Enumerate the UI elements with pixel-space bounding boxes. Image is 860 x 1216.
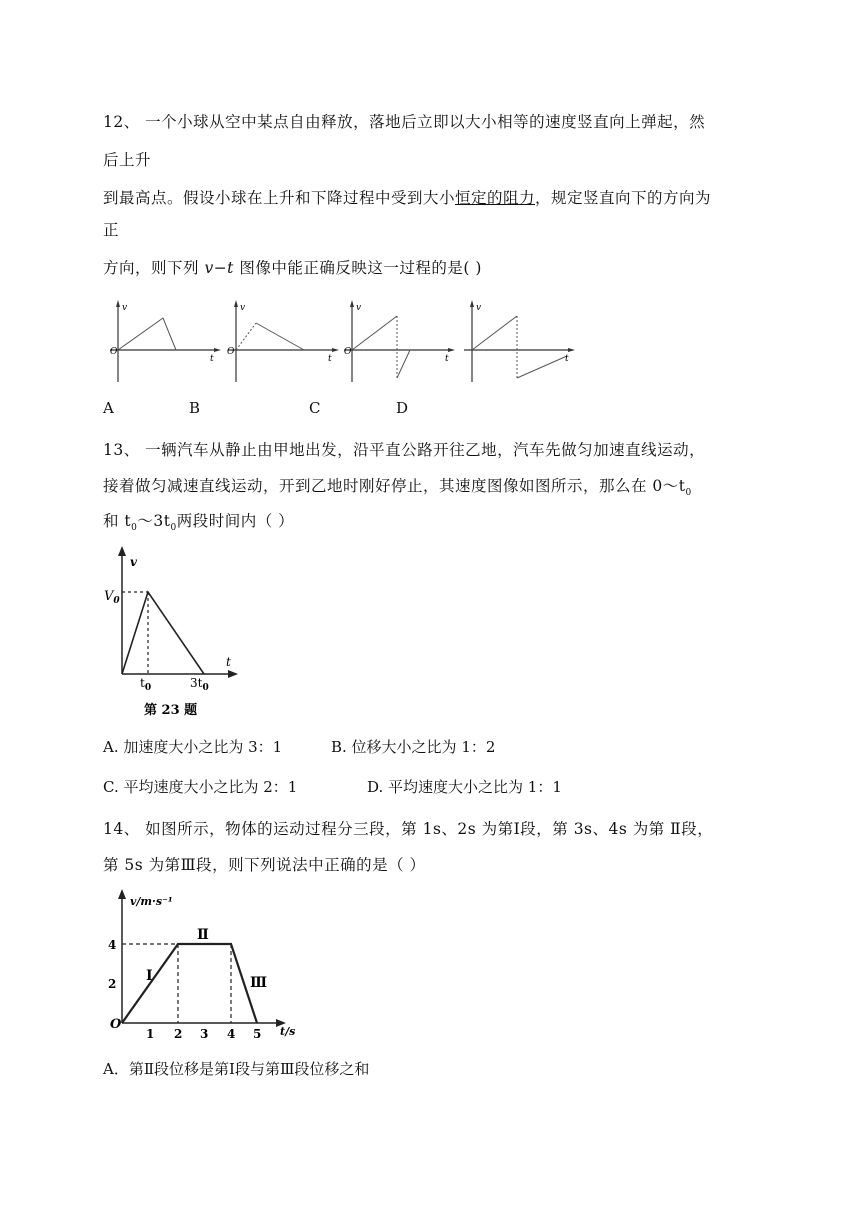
svg-text:1: 1 bbox=[146, 1027, 155, 1040]
q12-line5: 方向，则下列 v−t 图像中能正确反映这一过程的是( ) bbox=[103, 259, 482, 277]
q12-underlined-phrase: 恒定的阻力 bbox=[455, 189, 536, 207]
q12-graph-b bbox=[226, 298, 341, 384]
q14-line2: 第 5s 为第Ⅲ段，则下列说法中正确的是（ ） bbox=[103, 856, 426, 874]
q14-option-a: A．第Ⅱ段位移是第Ⅰ段与第Ⅲ段位移之和 bbox=[103, 1060, 370, 1078]
svg-text:t: t bbox=[565, 354, 569, 364]
svg-text:Ⅲ: Ⅲ bbox=[250, 975, 268, 991]
q13-option-b: B. 位移大小之比为 1：2 bbox=[331, 738, 496, 756]
q12-line4: 正 bbox=[103, 221, 120, 239]
q12-graph-a bbox=[108, 298, 223, 384]
q13-line1: 13、 一辆汽车从静止由甲地出发，沿平直公路开往乙地，汽车先做匀加速直线运动， bbox=[103, 441, 706, 459]
svg-text:2: 2 bbox=[108, 977, 117, 991]
svg-text:v: v bbox=[240, 303, 246, 313]
q12-option-a: A bbox=[103, 399, 114, 417]
svg-text:3t0: $3t_0$ bbox=[190, 676, 209, 693]
svg-text:v/m·s⁻¹: v/m·s⁻¹ bbox=[130, 895, 173, 908]
svg-text:t: t bbox=[328, 354, 332, 364]
q12-line3: 到最高点。假设小球在上升和下降过程中受到大小恒定的阻力，规定竖直向下的方向为 bbox=[103, 189, 712, 207]
svg-text:O: O bbox=[344, 347, 352, 357]
svg-text:Ⅱ: Ⅱ bbox=[197, 927, 209, 943]
svg-text:O: O bbox=[110, 347, 118, 357]
svg-text:2: 2 bbox=[174, 1027, 183, 1040]
svg-text:4: 4 bbox=[227, 1027, 236, 1040]
q12-line2: 后上升 bbox=[103, 151, 152, 169]
q12-line1: 12、 一个小球从空中某点自由释放，落地后立即以大小相等的速度竖直向上弹起，然 bbox=[103, 113, 706, 131]
svg-text:t/s: t/s bbox=[280, 1025, 296, 1038]
svg-text:t: t bbox=[445, 354, 449, 364]
svg-text:4: 4 bbox=[108, 938, 117, 952]
q13-option-c: C. 平均速度大小之比为 2：1 bbox=[103, 778, 298, 796]
q12-graph-c bbox=[342, 298, 457, 384]
svg-text:v: v bbox=[356, 303, 362, 313]
svg-text:3: 3 bbox=[200, 1027, 209, 1040]
svg-text:t: t bbox=[210, 354, 214, 364]
svg-text:O: O bbox=[110, 1017, 122, 1032]
q14-velocity-graph bbox=[100, 885, 320, 1040]
svg-text:v: v bbox=[130, 555, 137, 569]
svg-text:第 23 题: 第 23 题 bbox=[144, 703, 198, 718]
q13-option-a: A. 加速度大小之比为 3：1 bbox=[103, 738, 283, 756]
svg-text:t: t bbox=[226, 655, 231, 669]
svg-text:v: v bbox=[122, 303, 128, 313]
q13-velocity-graph bbox=[100, 542, 250, 722]
q12-option-d: D bbox=[396, 399, 409, 417]
q13-line2: 接着做匀减速直线运动，开到乙地时刚好停止，其速度图像如图所示，那么在 $0\sim t_0$ bbox=[103, 477, 692, 499]
q12-option-c: C bbox=[309, 399, 321, 417]
q12-graph-d bbox=[462, 298, 577, 384]
q13-option-d: D. 平均速度大小之比为 1：1 bbox=[367, 778, 562, 796]
svg-text:Ⅰ: Ⅰ bbox=[146, 968, 153, 984]
svg-text:v: v bbox=[476, 303, 482, 313]
svg-text:O: O bbox=[227, 347, 235, 357]
q14-line1: 14、 如图所示，物体的运动过程分三段，第 1s、2s 为第Ⅰ段，第 3s、4s 为第 Ⅱ段， bbox=[103, 820, 714, 838]
q13-line3: 和 $t_0\sim 3t_0$两段时间内（ ） bbox=[103, 512, 295, 534]
q12-option-b: B bbox=[189, 399, 201, 417]
svg-text:5: 5 bbox=[253, 1027, 262, 1040]
svg-text:t0: $t_0$ bbox=[140, 676, 152, 693]
svg-text:V0: $V_0$ bbox=[104, 589, 120, 606]
